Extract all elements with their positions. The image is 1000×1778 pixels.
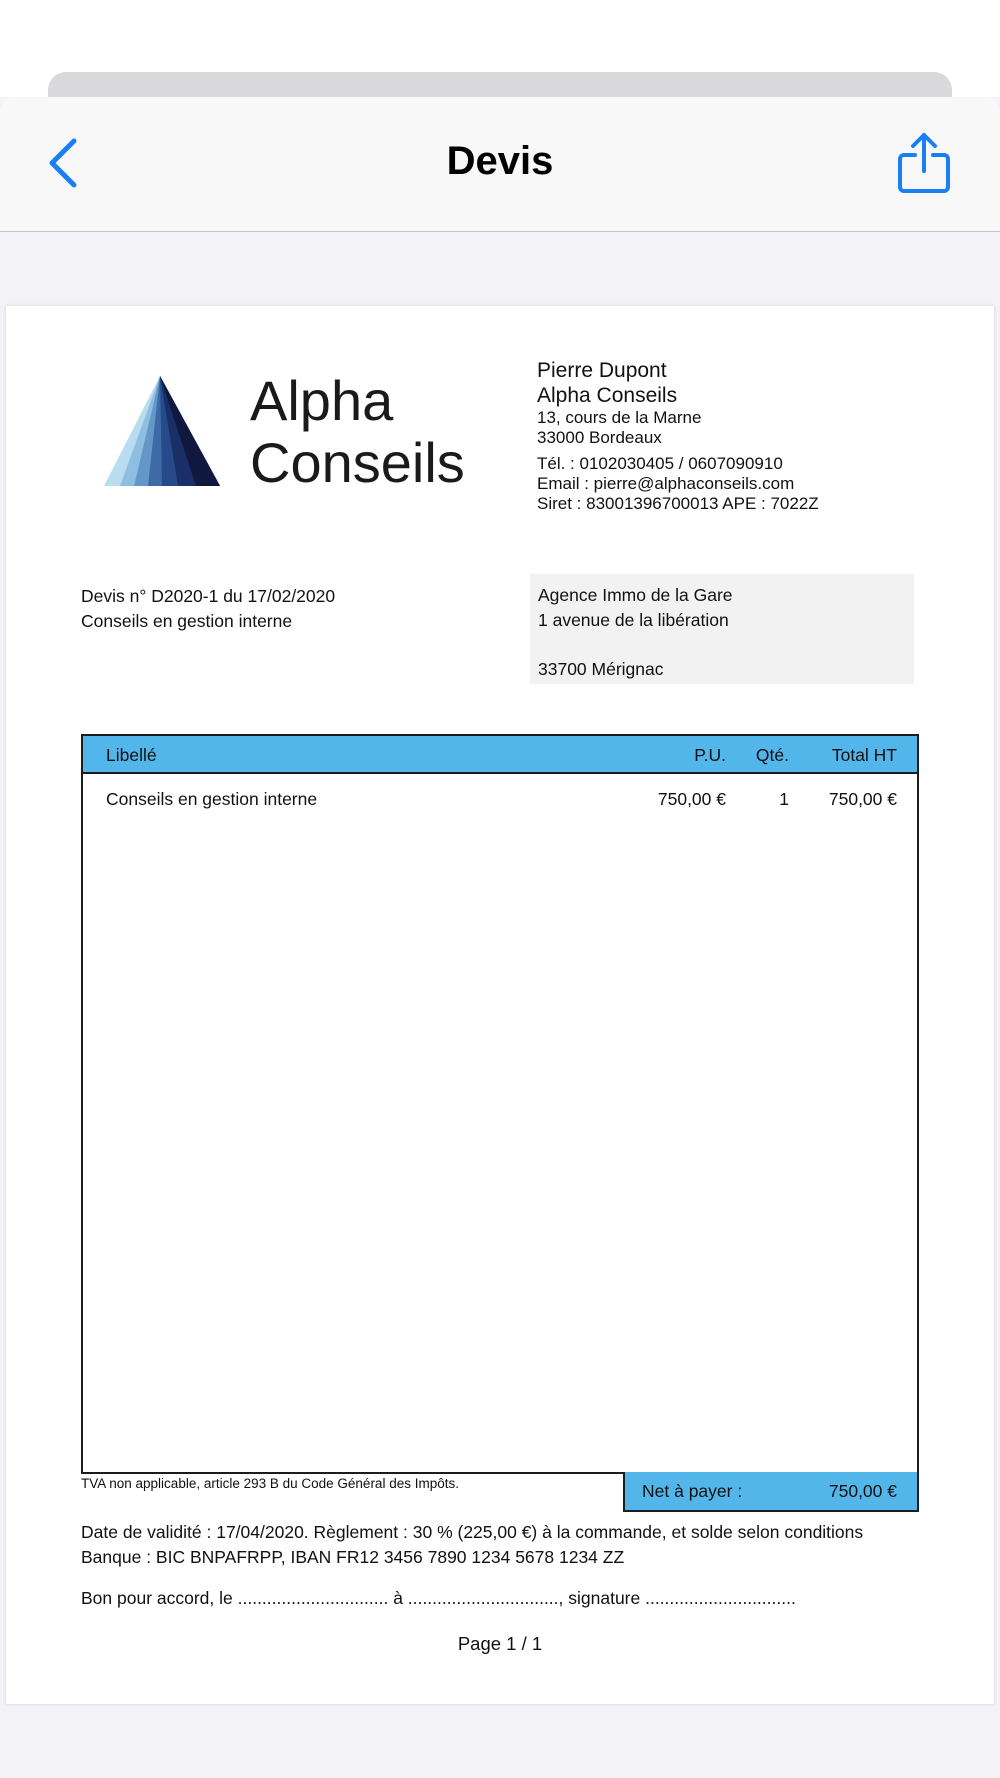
- quote-number: Devis n° D2020-1 du 17/02/2020: [81, 586, 336, 606]
- header-label: Libellé: [106, 745, 157, 765]
- quote-subject: Conseils en gestion interne: [81, 611, 293, 631]
- quote-info: [81, 584, 335, 634]
- sender-company: Alpha Conseils: [537, 384, 678, 407]
- quote-document: [6, 306, 994, 1704]
- client-address-2: 33700 Mérignac: [538, 658, 664, 679]
- client-address-1: 1 avenue de la libération: [538, 609, 729, 630]
- share-button[interactable]: [896, 131, 952, 195]
- logo-line-2: Conseils: [250, 431, 465, 494]
- row-qty: 1: [779, 789, 789, 809]
- header-qty: Qté.: [755, 745, 789, 765]
- tva-note: TVA non applicable, article 293 B du Code Général des Impôts.: [81, 1476, 459, 1491]
- net-value: 750,00 €: [828, 1481, 897, 1501]
- table-header: [83, 736, 917, 774]
- header-unit-price: P.U.: [694, 745, 726, 765]
- sender-siret: Siret : 83001396700013 APE : 7022Z: [537, 494, 819, 513]
- share-icon: [896, 131, 952, 195]
- header-total: Total HT: [831, 745, 897, 765]
- net-label: Net à payer :: [642, 1481, 743, 1501]
- client-name: Agence Immo de la Gare: [538, 585, 733, 605]
- navigation-bar: [0, 97, 1000, 232]
- logo-line-1: Alpha: [250, 369, 394, 432]
- sender-name: Pierre Dupont: [537, 359, 667, 382]
- row-unit-price: 750,00 €: [657, 789, 726, 809]
- sender-block: [537, 358, 819, 514]
- sender-address-2: 33000 Bordeaux: [537, 428, 662, 447]
- sender-phone: Tél. : 0102030405 / 0607090910: [537, 454, 783, 473]
- sender-email: Email : pierre@alphaconseils.com: [537, 474, 795, 493]
- payment-conditions: [81, 1520, 863, 1570]
- items-table: [81, 734, 919, 1474]
- bank-line: Banque : BIC BNPAFRPP, IBAN FR12 3456 7890 1234 5678 1234 ZZ: [81, 1547, 625, 1567]
- client-address-box: [530, 574, 914, 684]
- sender-address-1: 13, cours de la Marne: [537, 408, 702, 427]
- page-number: Page 1 / 1: [457, 1633, 543, 1654]
- signature-line: Bon pour accord, le ............................... à ..............................., signature ...............................: [81, 1588, 796, 1608]
- company-logo-text: [250, 370, 465, 494]
- row-total: 750,00 €: [828, 789, 897, 809]
- validity-line: Date de validité : 17/04/2020. Règlement : 30 % (225,00 €) à la commande, et solde selon conditions: [81, 1522, 864, 1542]
- table-row: [83, 784, 917, 814]
- page-title: Devis: [446, 139, 554, 183]
- company-logo-icon: [104, 376, 220, 488]
- row-label: Conseils en gestion interne: [106, 789, 318, 809]
- net-to-pay-box: [623, 1472, 919, 1512]
